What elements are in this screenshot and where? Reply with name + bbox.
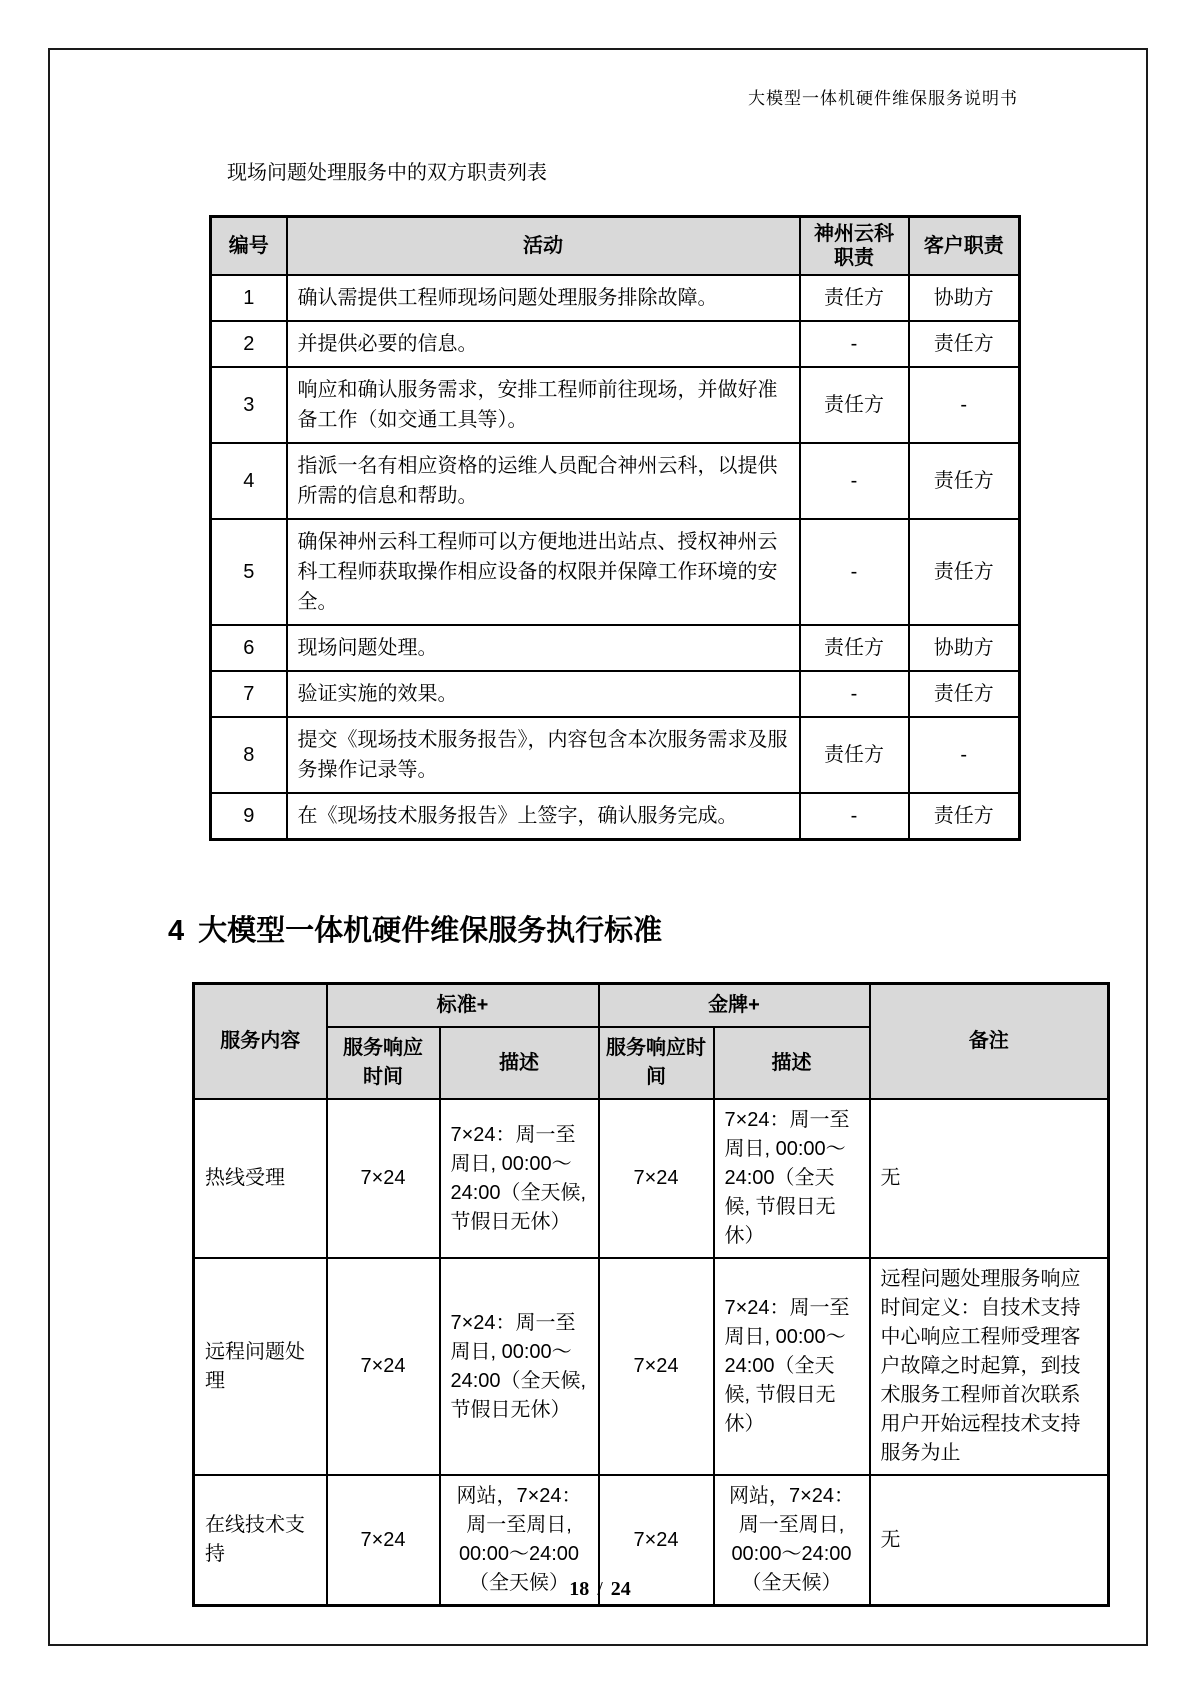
t1-cell-number: 2	[211, 321, 287, 367]
t1-cell-yunke: -	[800, 321, 909, 367]
t1-cell-yunke: 责任方	[800, 275, 909, 321]
t1-cell-yunke: -	[800, 671, 909, 717]
t2-header-gold-response-time: 服务响应时间	[599, 1027, 714, 1099]
section-title: 大模型一体机硬件维保服务执行标准	[198, 915, 663, 947]
t2-cell-notes: 无	[870, 1099, 1109, 1258]
t1-header-row	[211, 217, 1020, 276]
t1-cell-number: 1	[211, 275, 287, 321]
table-row	[211, 519, 1020, 625]
t1-cell-number: 3	[211, 367, 287, 443]
t1-cell-number: 9	[211, 793, 287, 840]
t1-cell-customer: 协助方	[909, 625, 1020, 671]
table-row	[211, 321, 1020, 367]
t2-cell-gold-time: 7×24	[599, 1258, 714, 1475]
t2-cell-std-desc: 7×24：周一至周日, 00:00～24:00（全天候, 节假日无休）	[440, 1099, 599, 1258]
t1-cell-activity: 指派一名有相应资格的运维人员配合神州云科，以提供所需的信息和帮助。	[287, 443, 800, 519]
t2-cell-gold-time: 7×24	[599, 1475, 714, 1606]
t2-cell-service: 热线受理	[194, 1099, 327, 1258]
t2-header-gold-plus: 金牌+	[599, 984, 870, 1028]
t1-cell-yunke: 责任方	[800, 367, 909, 443]
t1-cell-customer: 责任方	[909, 443, 1020, 519]
responsibility-table	[209, 215, 1021, 841]
t1-cell-customer: 责任方	[909, 793, 1020, 840]
section-heading	[168, 908, 662, 949]
t2-cell-std-desc: 网站，7×24：周一至周日, 00:00～24:00（全天候）	[440, 1475, 599, 1606]
service-standard-table	[192, 982, 1110, 1607]
t1-cell-customer: 责任方	[909, 519, 1020, 625]
table-row	[211, 275, 1020, 321]
section-number: 4	[168, 915, 185, 947]
page-number-current: 18	[569, 1578, 590, 1600]
t1-cell-activity: 现场问题处理。	[287, 625, 800, 671]
t1-header-activity: 活动	[287, 217, 800, 276]
table-row	[211, 793, 1020, 840]
t1-cell-customer: 责任方	[909, 671, 1020, 717]
t1-cell-yunke: -	[800, 793, 909, 840]
table-row	[211, 443, 1020, 519]
t2-cell-gold-time: 7×24	[599, 1099, 714, 1258]
table-row	[211, 625, 1020, 671]
t2-header-service-content: 服务内容	[194, 984, 327, 1100]
page-number	[0, 1578, 1200, 1601]
t1-cell-activity: 响应和确认服务需求，安排工程师前往现场，并做好准备工作（如交通工具等）。	[287, 367, 800, 443]
t1-cell-customer: 责任方	[909, 321, 1020, 367]
t1-cell-number: 4	[211, 443, 287, 519]
t2-header-standard-plus: 标准+	[327, 984, 599, 1028]
t2-header-std-description: 描述	[440, 1027, 599, 1099]
t2-header-std-response-time: 服务响应时间	[327, 1027, 440, 1099]
t2-cell-service: 在线技术支持	[194, 1475, 327, 1606]
t2-cell-service: 远程问题处理	[194, 1258, 327, 1475]
t2-header-gold-description: 描述	[714, 1027, 870, 1099]
t1-cell-number: 5	[211, 519, 287, 625]
t1-cell-activity: 验证实施的效果。	[287, 671, 800, 717]
t1-header-yunke-duty: 神州云科职责	[800, 217, 909, 276]
t1-header-customer-duty: 客户职责	[909, 217, 1020, 276]
t1-cell-yunke: -	[800, 519, 909, 625]
document-header-title: 大模型一体机硬件维保服务说明书	[748, 89, 1018, 108]
t2-header-notes: 备注	[870, 984, 1109, 1100]
t1-cell-number: 6	[211, 625, 287, 671]
t2-cell-notes: 远程问题处理服务响应时间定义：自技术支持中心响应工程师受理客户故障之时起算，到技术服务工程师首次联系用户开始远程技术支持服务为止	[870, 1258, 1109, 1475]
table-row	[211, 717, 1020, 793]
t2-cell-std-time: 7×24	[327, 1099, 440, 1258]
t1-cell-activity: 确认需提供工程师现场问题处理服务排除故障。	[287, 275, 800, 321]
t1-cell-activity: 提交《现场技术服务报告》，内容包含本次服务需求及服务操作记录等。	[287, 717, 800, 793]
t1-header-number: 编号	[211, 217, 287, 276]
t2-cell-notes: 无	[870, 1475, 1109, 1606]
t2-header-group-row	[194, 984, 1109, 1028]
t2-cell-std-time: 7×24	[327, 1258, 440, 1475]
t1-cell-activity: 在《现场技术服务报告》上签字，确认服务完成。	[287, 793, 800, 840]
table-row	[194, 1258, 1109, 1475]
table-row	[211, 671, 1020, 717]
t1-cell-number: 7	[211, 671, 287, 717]
t1-cell-customer: -	[909, 367, 1020, 443]
page-number-total: 24	[610, 1578, 631, 1600]
t1-cell-yunke: 责任方	[800, 717, 909, 793]
table1-caption: 现场问题处理服务中的双方职责列表	[227, 162, 547, 184]
t2-cell-std-desc: 7×24：周一至周日, 00:00～24:00（全天候, 节假日无休）	[440, 1258, 599, 1475]
t1-cell-activity: 并提供必要的信息。	[287, 321, 800, 367]
t2-cell-gold-desc: 网站，7×24：周一至周日, 00:00～24:00（全天候）	[714, 1475, 870, 1606]
t1-cell-number: 8	[211, 717, 287, 793]
t2-cell-gold-desc: 7×24：周一至周日, 00:00～24:00（全天候, 节假日无休）	[714, 1258, 870, 1475]
t1-cell-activity: 确保神州云科工程师可以方便地进出站点、授权神州云科工程师获取操作相应设备的权限并保障工作环境的安全。	[287, 519, 800, 625]
t1-cell-yunke: 责任方	[800, 625, 909, 671]
page-number-separator: /	[597, 1578, 603, 1600]
t1-cell-yunke: -	[800, 443, 909, 519]
t1-cell-customer: 协助方	[909, 275, 1020, 321]
table-row	[194, 1099, 1109, 1258]
t2-cell-std-time: 7×24	[327, 1475, 440, 1606]
t1-cell-customer: -	[909, 717, 1020, 793]
t2-cell-gold-desc: 7×24：周一至周日, 00:00～24:00（全天候, 节假日无休）	[714, 1099, 870, 1258]
table-row	[211, 367, 1020, 443]
